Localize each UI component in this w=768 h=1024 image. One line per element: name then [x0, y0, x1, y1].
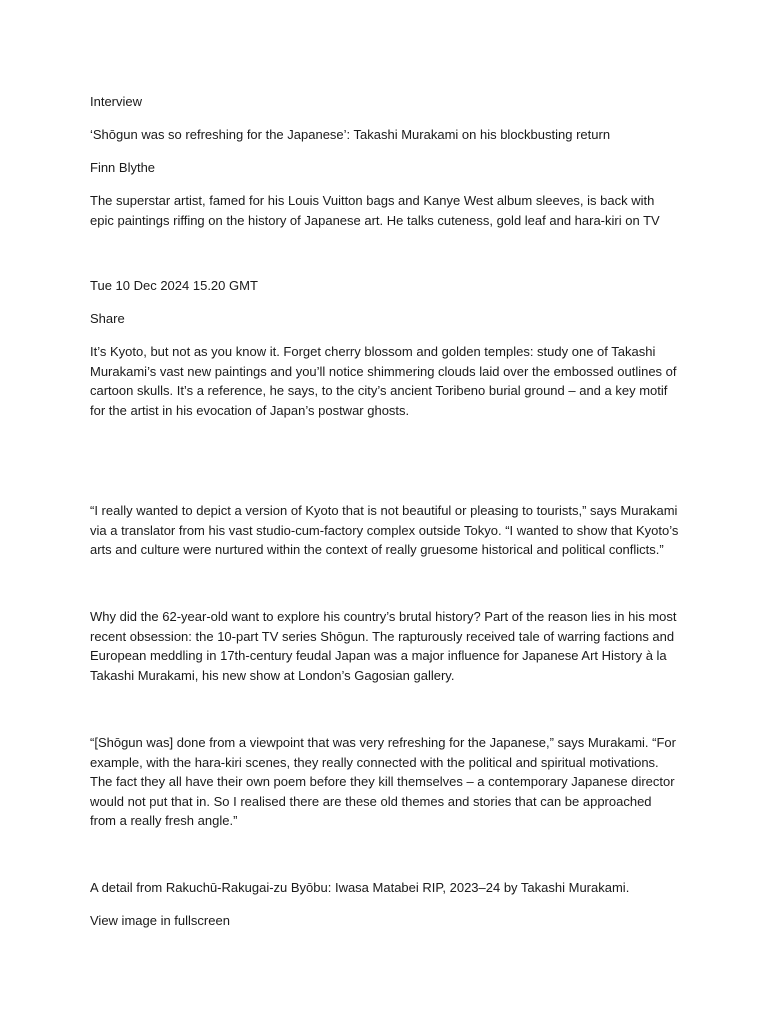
byline[interactable]: Finn Blythe [90, 160, 156, 175]
standfirst: The superstar artist, famed for his Louis Vuitton bags and Kanye West album sleeves, is back with epic paintings riffing on the history of Japanese art. He talks cuteness, gold leaf and hara-kiri on TV [90, 193, 660, 228]
share-button[interactable]: Share [90, 311, 125, 326]
paragraph: “I really wanted to depict a version of Kyoto that is not beautiful or pleasing to tourists,” says Murakami via a translator from his vast studio-cum-factory complex outside Tokyo. “I wanted to show that Kyoto’s arts and culture were nurtured within the context of really gruesome historical and political conflicts.” [90, 503, 679, 558]
section-label: Interview [90, 94, 143, 109]
fullscreen-link[interactable]: View image in fullscreen [90, 913, 230, 928]
paragraph: It’s Kyoto, but not as you know it. Forget cherry blossom and golden temples: study one of Takashi Murakami’s vast new paintings and you’ll notice shimmering clouds laid over the embossed outlines of cartoon skulls. It’s a reference, he says, to the city’s ancient Toribeno burial ground – and a key motif for the artist in his evocation of Japan’s postwar ghosts. [90, 344, 677, 418]
dateline: Tue 10 Dec 2024 15.20 GMT [90, 278, 258, 293]
image-caption: A detail from Rakuchū-Rakugai-zu Byōbu: Iwasa Matabei RIP, 2023–24 by Takashi Murakami. [90, 880, 630, 895]
headline: ‘Shōgun was so refreshing for the Japanese’: Takashi Murakami on his blockbusting return [90, 127, 611, 142]
paragraph: “[Shōgun was] done from a viewpoint that was very refreshing for the Japanese,” says Murakami. “For example, with the hara-kiri scenes, they really connected with the political and spiritual motivations. The fact they all have their own poem before they kill themselves – a contemporary Japanese director would not put that in. So I realised there are these old themes and stories that can be approached from a really fresh angle.” [90, 735, 676, 829]
paragraph: Why did the 62-year-old want to explore his country’s brutal history? Part of the reason lies in his most recent obsession: the 10-part TV series Shōgun. The rapturously received tale of warring factions and European meddling in 17th-century feudal Japan was a major influence for Japanese Art History à la Takashi Murakami, his new show at London’s Gagosian gallery. [90, 609, 677, 683]
